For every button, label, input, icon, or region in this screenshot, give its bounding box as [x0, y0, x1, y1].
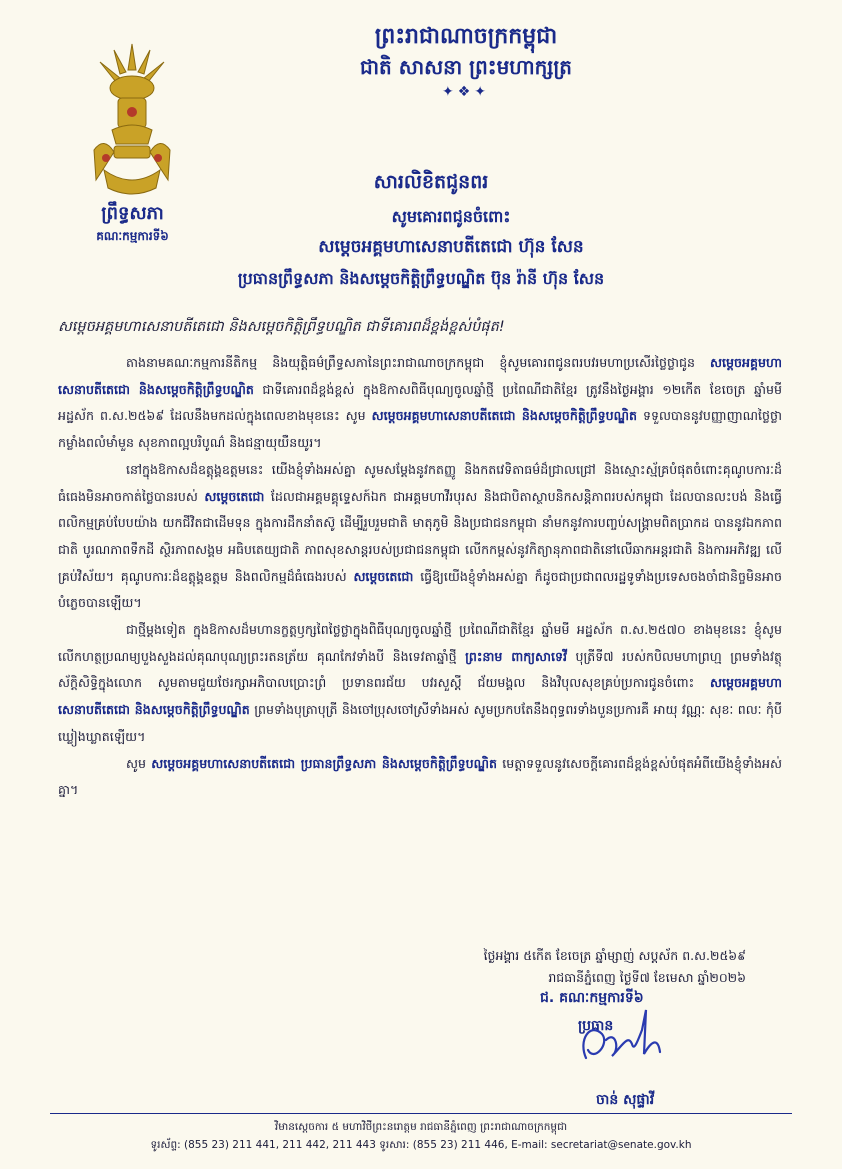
footer-address: វិមានស្តេចការ ៥ មហាវិថីព្រះនរោត្តម រាជធានីភ្នំពេញ ព្រះរាជាណាចក្រកម្ពុជា — [274, 1121, 568, 1133]
kingdom-name: ព្រះរាជាណាចក្រកម្ពុជា — [374, 24, 558, 49]
letter-body — [58, 350, 782, 804]
handwritten-signature — [572, 1000, 682, 1080]
footer-divider — [50, 1113, 792, 1114]
p2-text-e: ធ្វើឱ្យយើងខ្ញុំទាំងអស់គ្នា ក៏ដូចជាប្រជាពលរដ្ឋទូទាំងប្រទេសចងចាំជានិច្ចមិនអាចបំភ្លេចបានឡើយ។ — [58, 568, 782, 611]
p4-honorific: សម្តេចអគ្គមហាសេនាបតីតេជោ ប្រធានព្រឹទ្ធសភា និងសម្តេចកិត្តិព្រឹទ្ធបណ្ឌិត — [151, 755, 497, 771]
addressee-line-2: ប្រធានព្រឹទ្ធសភា និងសម្តេចកិត្តិព្រឹទ្ធបណ្ឌិត ប៊ុន រ៉ានី ហ៊ុន សែន — [237, 269, 605, 288]
p4-text-c: មេត្តាទទួលនូវសេចក្តីគោរពដ៏ខ្ពង់ខ្ពស់បំផុតអំពីយើងខ្ញុំទាំងអស់គ្នា។ — [58, 755, 782, 798]
date-solar: រាជធានីភ្នំពេញ ថ្ងៃទី៧ ខែមេសា ឆ្នាំ២០២៦ — [548, 970, 746, 985]
signer-name: ចាន់ សុផ្ទាវី — [596, 1092, 655, 1108]
footer — [0, 1118, 842, 1154]
salutation: សម្តេចអគ្គមហាសេនាបតីតេជោ និងសម្តេចកិត្តិព្រឹទ្ធបណ្ឌិត ជាទីគោរពដ៏ខ្ពង់ខ្ពស់បំផុត! — [58, 319, 505, 335]
national-motto: ជាតិ សាសនា ព្រះមហាក្សត្រ — [360, 55, 572, 79]
p2-text-a: នៅក្នុងឱកាសដ៏ឧត្តុង្គឧត្តមនេះ យើងខ្ញុំទាំងអស់គ្នា សូមសម្តែងនូវកតញ្ញូ និងកតវេទិតាធម៌ដ៏ជ្រាលជ្រៅ និងស្មោះស្ម័គ្របំផុតចំពោះគុណូបការៈដ៏ធំធេងមិនអាចកាត់ថ្លៃបានរបស់ — [58, 461, 782, 504]
p2-text-c: ដែលជាអគ្គមគ្គុទ្ទេសក៍ឯក ជាអគ្គមហាវីរបុរស និងជាបិតាស្ថាបនិកសន្តិភាពរបស់កម្ពុជា ដែលបានលះបង់ និងធ្វើពលិកម្មគ្រប់បែបយ៉ាង យកជីវិតជាដើមទុន ក្នុងការដឹកនាំតស៊ូ ដើម្បីរួបរួមជាតិ មាតុភូមិ និងប្រជាជនកម្ពុជា នាំមកនូវការបញ្ចប់សង្គ្រាមពិតប្រាកដ បាននូវឯកភាពជាតិ បូរណភាពទឹកដី ស្ថិរភាពសង្គម អធិបតេយ្យជាតិ ភាពសុខសាន្តរបស់ប្រជាជនកម្ពុជា លើកកម្ពស់នូវកិត្យានុភាពជាតិនៅលើឆាកអន្តរជាតិ និងការអភិវឌ្ឍ លើគ្រប់វិស័យ។ គុណូបការៈដ៏ឧត្តុង្គឧត្តម និងពលិកម្មដ៏ធំធេងរបស់ — [58, 488, 782, 584]
p1-text-e: ទទួលបាននូវបញ្ញាញាណថ្លៃថ្លា កម្លាំងពលំមាំមួន សុខភាពល្អបរិបូណ៌ និងជន្មាយុយឺនយូរ។ — [58, 408, 782, 451]
p1-honorific: សម្តេចអគ្គមហាសេនាបតីតេជោ និងសម្តេចកិត្តិព្រឹទ្ធបណ្ឌិត — [58, 355, 782, 397]
p3-text-e: ព្រមទាំងបុត្រាបុត្រី និងចៅប្រុសចៅស្រីទាំងអស់ សូមប្រកបតែនឹងពុទ្ធពរទាំងបួនប្រការគឺ អាយុ វណ្ណៈ សុខៈ ពលៈ កុំបីឃ្លៀងឃ្លាតឡើយ។ — [58, 702, 782, 744]
date-block — [484, 945, 746, 989]
p2-honorific: សម្តេចតេជោ — [204, 488, 265, 504]
p3-honorific: សម្តេចអគ្គមហាសេនាបតីតេជោ និងសម្តេចកិត្តិព្រឹទ្ធបណ្ឌិត — [58, 675, 782, 718]
p1-honorific-2: សម្តេចអគ្គមហាសេនាបតីតេជោ និងសម្តេចកិត្តិព្រឹទ្ធបណ្ឌិត — [371, 408, 637, 424]
footer-contact: ទូរស័ព្ទ: (855 23) 211 441, 211 442, 211 443 ទូរសារ: (855 23) 211 446, E-mail: secretariat@senate.gov.kh — [150, 1139, 692, 1151]
signer-organization: ជ. គណៈកម្មការទី៦ — [540, 990, 644, 1006]
organization-name: ព្រឹទ្ធសភា — [101, 203, 164, 224]
addressee-intro: សូមគោរពជូនចំពោះ — [391, 207, 511, 226]
p3-deity-name: ព្រះនាម ពាក្យសាទេវី — [465, 648, 567, 664]
p2-honorific-2: សម្តេចតេជោ — [353, 568, 414, 584]
paragraph-2 — [58, 457, 782, 617]
paragraph-3 — [58, 617, 782, 751]
p4-text-a: សូម — [126, 755, 146, 771]
p3-text-a: ជាថ្មីម្តងទៀត ក្នុងឱកាសដ៏មហានក្ខត្តឫក្សពៃថ្លៃថ្លាក្នុងពិធីបុណ្យចូលឆ្នាំថ្មី ប្រពៃណីជាតិខ្មែរ ឆ្នាំមមី អដ្ឋស័ក ព.ស.២៥៧០ ខាងមុខនេះ ខ្ញុំសូមលើកហត្ថប្រណម្យបួងសួងដល់គុណបុណ្យព្រះរតនត្រ័យ គុណកែវទាំងបី និងទេវតាឆ្នាំថ្មី — [58, 622, 782, 664]
p3-text-c: បុត្រីទី៧ របស់កបិលមហាព្រហ្ម ព្រមទាំងវត្ថុស័ក្តិសិទ្ធិក្នុងលោក សូមតាមជួយថែរក្សាអភិបាលប្រោះព្រំ ប្រទានពរជ័យ បវរសួស្តី ជ័យមង្គល និងវិបុលសុខគ្រប់ប្រការជូនចំពោះ — [58, 648, 782, 691]
date-lunar: ថ្ងៃអង្គារ ៥កើត ខែចេត្រ ឆ្នាំម្សាញ់ សប្តស័ក ព.ស.២៥៦៩ — [483, 948, 746, 963]
p1-text-c: ជាទីគោរពដ៏ខ្ពង់ខ្ពស់ ក្នុងឱកាសពិធីបុណ្យចូលឆ្នាំថ្មី ប្រពៃណីជាតិខ្មែរ ត្រូវនឹងថ្ងៃអង្គារ ១២កើត ខែចេត្រ ឆ្នាំមមី អដ្ឋស័ក ព.ស.២៥៦៩ ដែលនឹងមកដល់ក្នុងពេលខាងមុខនេះ សូម — [58, 381, 782, 424]
paragraph-1 — [58, 350, 782, 457]
signer-role: ប្រធាន — [578, 1018, 614, 1034]
committee-name: គណៈកម្មការទី៦ — [96, 229, 169, 243]
addressee-line-1: សម្តេចអគ្គមហាសេនាបតីតេជោ ហ៊ុន សែន — [318, 237, 584, 257]
paragraph-4 — [58, 751, 782, 804]
document-title: សារលិខិតជូនពរ — [373, 171, 489, 193]
ornament-divider: ✦❖✦ — [441, 84, 490, 100]
p1-text-a: តាងនាមគណៈកម្មការនីតិកម្ម និងយុត្តិធម៌ព្រឹទ្ធសភានៃព្រះរាជាណាចក្រកម្ពុជា ខ្ញុំសូមគោរពជូនពរបវរមហាប្រសើរថ្លៃថ្លាជូន — [126, 355, 695, 370]
